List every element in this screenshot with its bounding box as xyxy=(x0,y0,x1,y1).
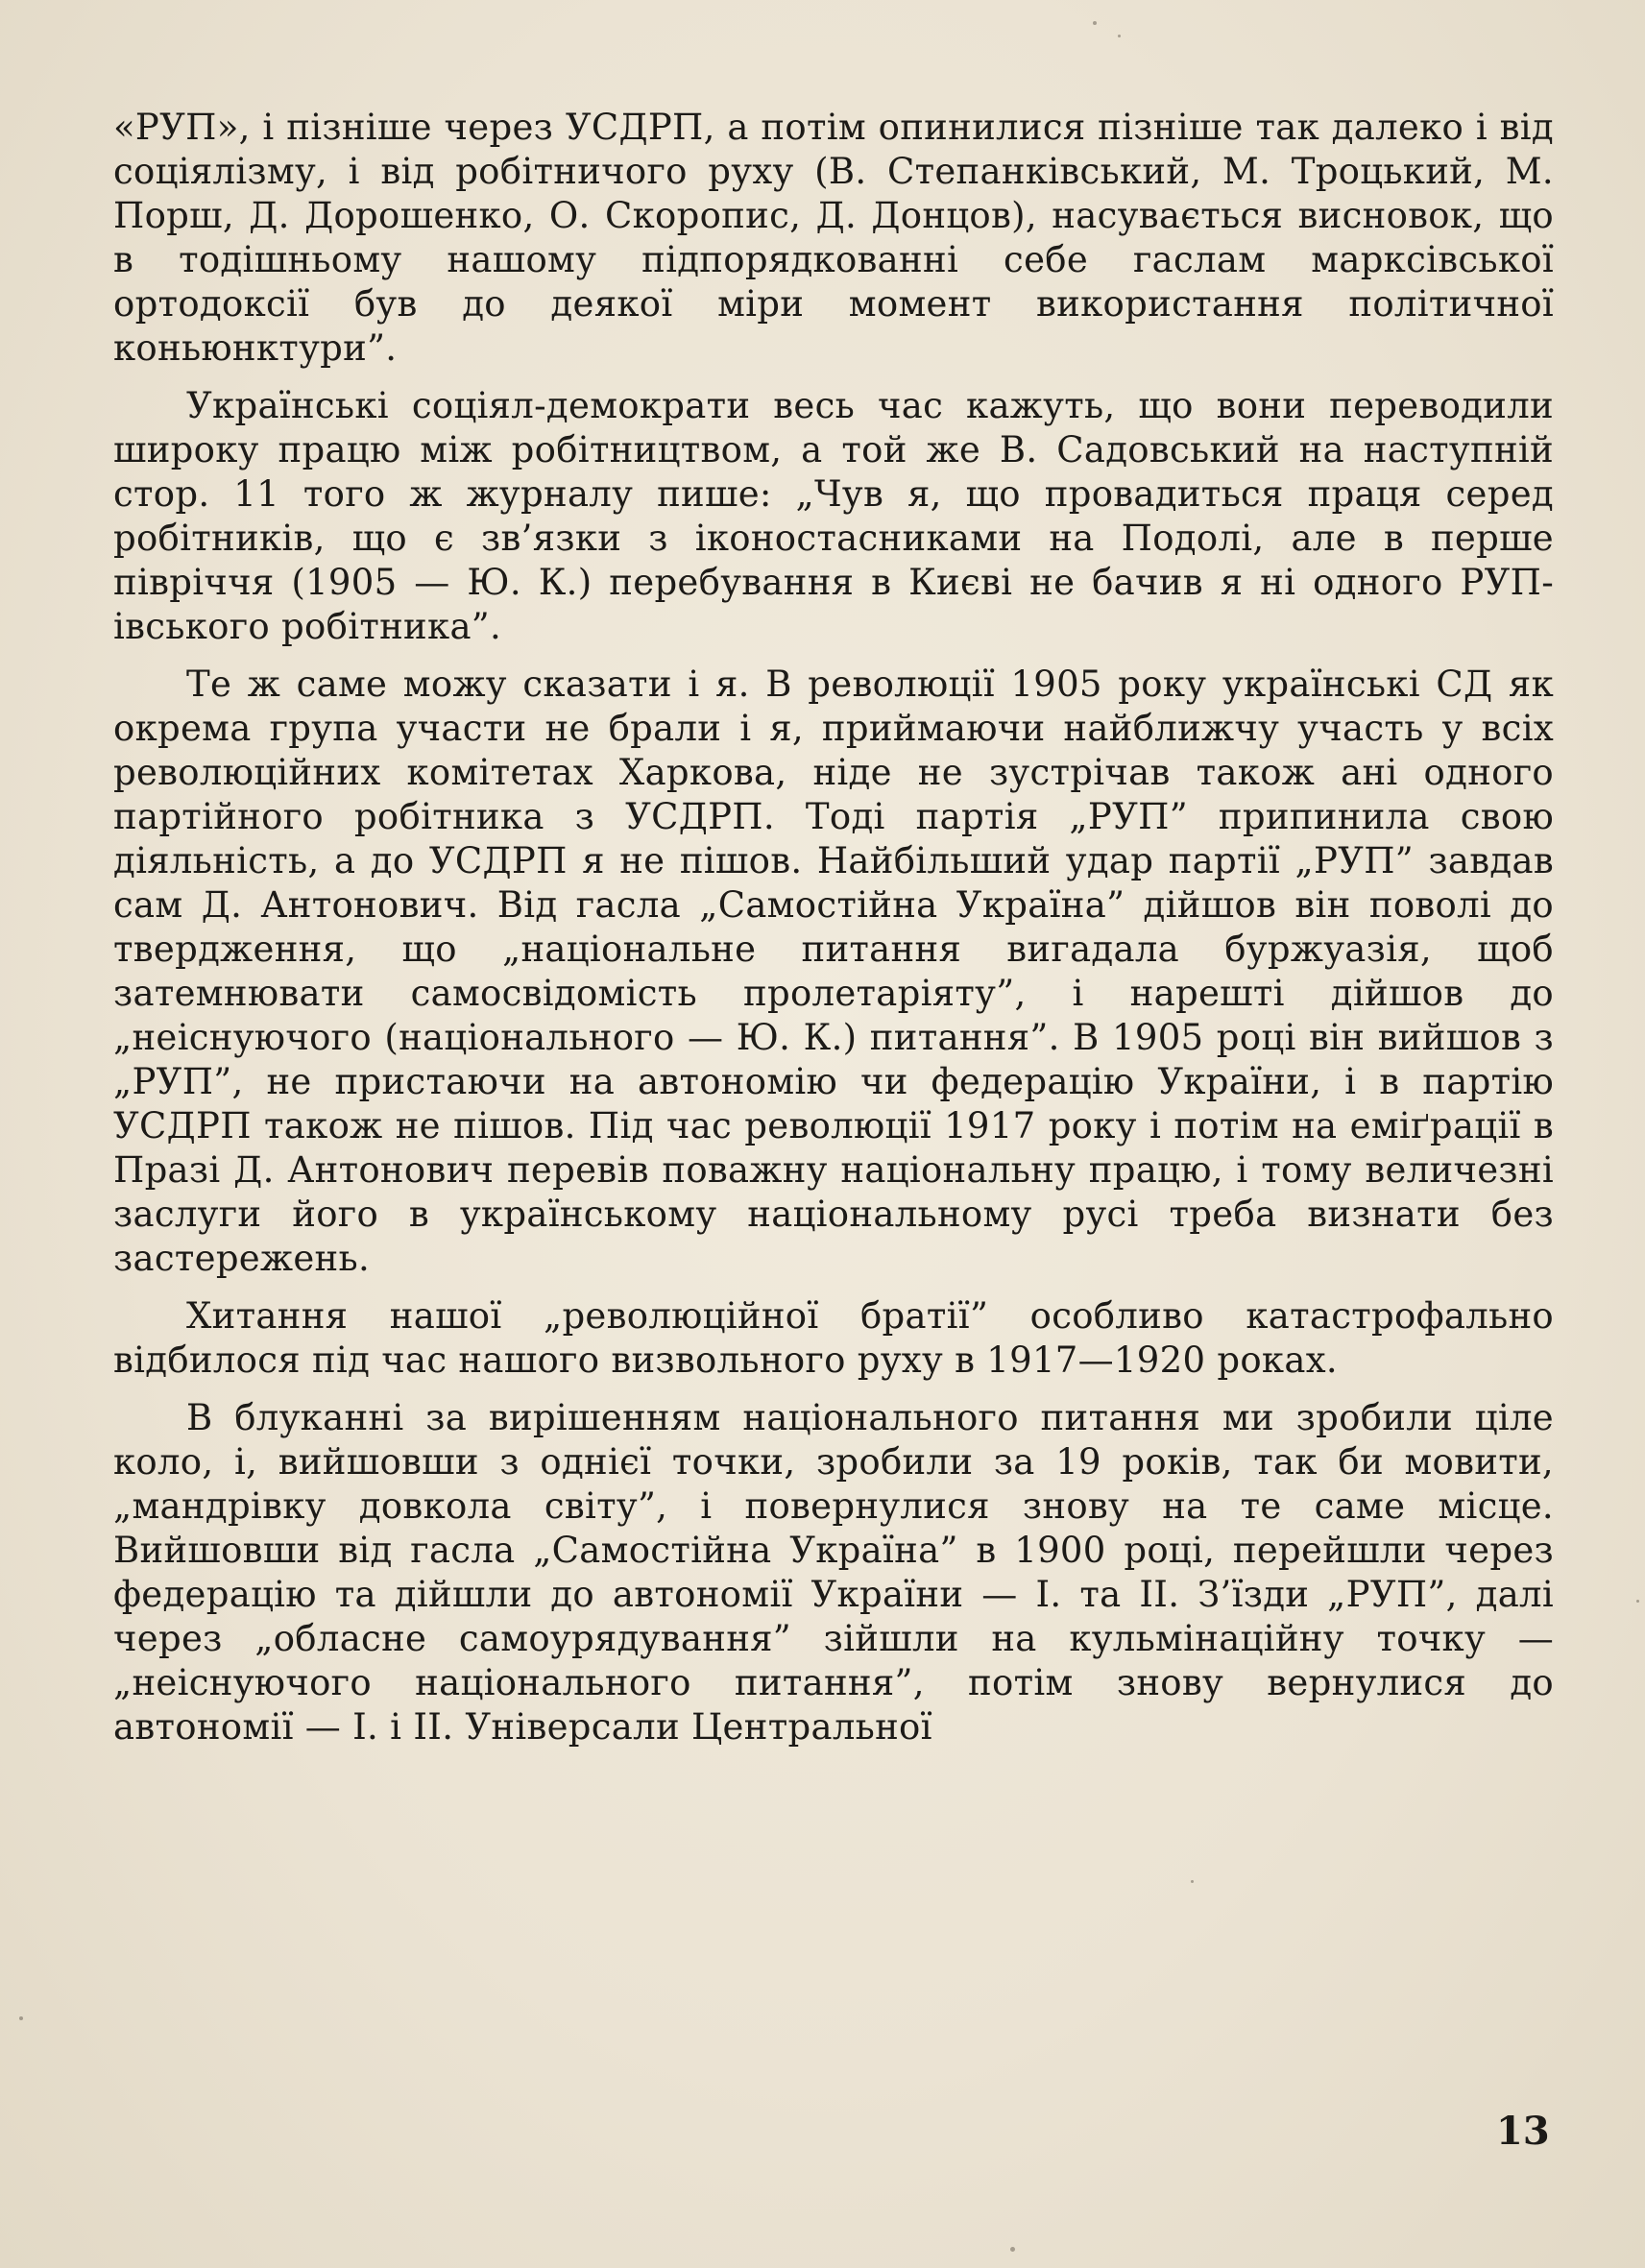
paragraph-5: В блуканні за вирішенням національного питання ми зробили ціле коло, і, вийшовши з однієї точки, зробили за 19 років, так би мовити, „мандрівку довкола світу”, і повернулися знову на те саме місце. Вийшовши від гасла „Самостійна Україна” в 1900 році, перейшли через федерацію та дійшли до автономії України — І. та ІІ. З’їзди „РУП”, далі через „обласне самоурядування” зійшли на кульмінаційну точку — „неіснуючого національного питання”, потім знову вернулися до автономії — І. і ІІ. Універсали Центральної xyxy=(113,1397,1554,1748)
paragraph-1: «РУП», і пізніше через УСДРП, а потім опинилися пізніше так далеко і від соціялізму, і від робітничого руху (В. Степанківський, М. Троцький, М. Порш, Д. Дорошенко, О. Скоропис, Д. Донцов), насувається висновок, що в тодішньому нашому підпорядкованні себе гаслам марксівської ортодоксії був до деякої міри момент використання політичної коньюнктури”. xyxy=(113,107,1554,369)
paper-speck xyxy=(1010,2247,1015,2252)
paper-speck xyxy=(19,2016,23,2020)
paper-speck xyxy=(1191,1880,1194,1883)
paragraph-3: Те ж саме можу сказати і я. В революції 1905 року українські СД як окрема група участи не брали і я, приймаючи найближчу участь у всіх революційних комітетах Харкова, ніде не зустрічав також ані одного партійного робітника з УСДРП. Тоді партія „РУП” припинила свою діяльність, а до УСДРП я не пішов. Найбільший удар партії „РУП” завдав сам Д. Антонович. Від гасла „Самостійна Україна” дійшов він поволі до твердження, що „національне питання вигадала буржуазія, щоб затемнювати самосвідомість пролетаріяту”, і нарешті дійшов до „неіснуючого (національного — Ю. К.) питання”. В 1905 році він вийшов з „РУП”, не пристаючи на автономію чи федерацію України, і в партію УСДРП також не пішов. Під час революції 1917 року і потім на еміґрації в Празі Д. Антонович перевів поважну національну працю, і тому величезні заслуги його в українському національному русі треба визнати без застережень. xyxy=(113,664,1554,1279)
page-number: 13 xyxy=(1496,2109,1550,2154)
paper-speck xyxy=(1636,1600,1639,1603)
paper-speck xyxy=(1118,35,1121,37)
paper-speck xyxy=(1093,21,1097,25)
page-body-text xyxy=(113,106,1554,1763)
paragraph-4: Хитання нашої „революційної братії” особливо катастрофально відбилося під час нашого визвольного руху в 1917—1920 роках. xyxy=(113,1295,1554,1381)
paragraph-2: Українські соціял-демократи весь час кажуть, що вони переводили широку працю між робітництвом, а той же В. Садовський на наступній стор. 11 того ж журналу пише: „Чув я, що провадиться праця серед робітників, що є зв’язки з іконостасниками на Подолі, але в перше півріччя (1905 — Ю. К.) перебування в Києві не бачив я ні одного РУП-івського робітника”. xyxy=(113,385,1554,647)
